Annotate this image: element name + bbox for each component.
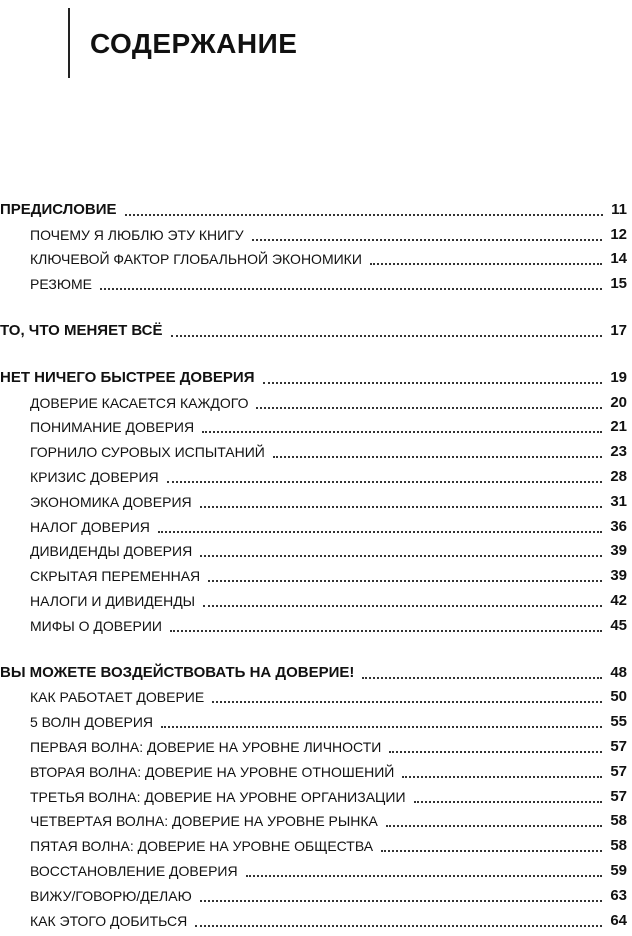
toc-page-number: 58 [610,837,627,855]
toc-page-number: 50 [610,688,627,706]
toc-entry[interactable] [0,808,627,833]
toc-entry-label: ВОССТАНОВЛЕНИЕ ДОВЕРИЯ [30,862,238,879]
leader-dots [170,630,602,632]
leader-dots [381,850,602,852]
toc-entry[interactable] [0,438,627,463]
toc-entry[interactable] [0,221,627,246]
toc-entry-label: ВТОРАЯ ВОЛНА: ДОВЕРИЕ НА УРОВНЕ ОТНОШЕНИЙ [30,763,395,780]
toc-section-entry[interactable] [0,196,627,221]
toc-page-number: 14 [610,250,627,268]
leader-dots [200,900,603,902]
toc-section-label: ВЫ МОЖЕТЕ ВОЗДЕЙСТВОВАТЬ НА ДОВЕРИЕ! [0,663,355,681]
toc-page-number: 15 [610,275,627,293]
toc-entry-label: ПОНИМАНИЕ ДОВЕРИЯ [30,419,195,436]
page-title: СОДЕРЖАНИЕ [90,28,298,59]
leader-dots [125,214,604,216]
toc-entry-label: ТРЕТЬЯ ВОЛНА: ДОВЕРИЕ НА УРОВНЕ ОРГАНИЗАЦИИ [30,788,406,805]
toc-section-entry[interactable] [0,317,627,342]
leader-dots [208,580,602,582]
leader-dots [100,288,602,290]
toc-entry-label: КАК ЭТОГО ДОБИТЬСЯ [30,912,188,929]
toc-page-number: 11 [611,200,627,218]
leader-dots [161,726,602,728]
toc-entry[interactable] [0,513,627,538]
toc-entry[interactable] [0,684,627,709]
leader-dots [200,555,602,557]
toc-page-number: 20 [610,393,627,411]
section-gap [0,342,627,364]
toc-page-number: 57 [610,787,627,805]
toc-entry[interactable] [0,907,627,932]
section-gap [0,295,627,317]
toc-entry[interactable] [0,758,627,783]
toc-entry[interactable] [0,463,627,488]
toc-section-entry[interactable] [0,659,627,684]
leader-dots [252,239,603,241]
toc-entry-label: СКРЫТАЯ ПЕРЕМЕННАЯ [30,568,201,585]
toc-page-number: 31 [610,492,627,510]
leader-dots [414,801,603,803]
toc-entry[interactable] [0,414,627,439]
toc-entry[interactable] [0,857,627,882]
toc-entry[interactable] [0,562,627,587]
toc-section-entry[interactable] [0,364,627,389]
leader-dots [256,407,602,409]
toc-entry-label: ПЕРВАЯ ВОЛНА: ДОВЕРИЕ НА УРОВНЕ ЛИЧНОСТИ [30,738,382,755]
toc-entry-label: ПЯТАЯ ВОЛНА: ДОВЕРИЕ НА УРОВНЕ ОБЩЕСТВА [30,838,374,855]
toc-page-number: 64 [610,911,627,929]
toc-entry[interactable] [0,783,627,808]
toc-entry[interactable] [0,708,627,733]
table-of-contents [0,196,627,932]
toc-page-number: 21 [610,418,627,436]
toc-entry-label: КЛЮЧЕВОЙ ФАКТОР ГЛОБАЛЬНОЙ ЭКОНОМИКИ [30,251,362,268]
leader-dots [167,481,603,483]
toc-section-label: ТО, ЧТО МЕНЯЕТ ВСЁ [0,321,163,339]
toc-page-number: 59 [610,861,627,879]
leader-dots [386,825,602,827]
toc-entry-label: ПОЧЕМУ Я ЛЮБЛЮ ЭТУ КНИГУ [30,226,244,243]
leader-dots [212,701,602,703]
toc-entry-label: РЕЗЮМЕ [30,276,92,293]
toc-page-number: 42 [610,591,627,609]
toc-entry-label: ВИЖУ/ГОВОРЮ/ДЕЛАЮ [30,887,192,904]
toc-entry-label: КАК РАБОТАЕТ ДОВЕРИЕ [30,689,205,706]
toc-entry-label: ДИВИДЕНДЫ ДОВЕРИЯ [30,543,193,560]
toc-page-number: 28 [610,467,627,485]
toc-section-label: НЕТ НИЧЕГО БЫСТРЕЕ ДОВЕРИЯ [0,368,255,386]
toc-page-number: 57 [610,737,627,755]
leader-dots [158,531,602,533]
toc-entry-label: 5 ВОЛН ДОВЕРИЯ [30,714,154,731]
toc-page-number: 48 [610,663,627,681]
toc-page-number: 17 [610,321,627,339]
toc-entry-label: ЧЕТВЕРТАЯ ВОЛНА: ДОВЕРИЕ НА УРОВНЕ РЫНКА [30,813,378,830]
toc-entry[interactable] [0,587,627,612]
section-gap [0,637,627,659]
leader-dots [402,776,602,778]
leader-dots [200,506,603,508]
toc-page-number: 45 [610,616,627,634]
toc-entry[interactable] [0,389,627,414]
toc-page-number: 39 [610,542,627,560]
leader-dots [263,382,603,384]
toc-entry-label: МИФЫ О ДОВЕРИИ [30,617,162,634]
toc-section-label: ПРЕДИСЛОВИЕ [0,200,117,218]
leader-dots [362,677,602,679]
toc-entry[interactable] [0,612,627,637]
toc-page-number: 57 [610,762,627,780]
toc-page-number: 23 [610,443,627,461]
toc-entry-label: ГОРНИЛО СУРОВЫХ ИСПЫТАНИЙ [30,444,265,461]
toc-page-number: 55 [610,713,627,731]
toc-page-number: 63 [610,886,627,904]
toc-page-number: 39 [610,567,627,585]
toc-page-number: 19 [610,368,627,386]
toc-entry-label: НАЛОГИ И ДИВИДЕНДЫ [30,592,196,609]
toc-entry[interactable] [0,882,627,907]
toc-entry[interactable] [0,488,627,513]
leader-dots [246,875,603,877]
leader-dots [389,751,602,753]
leader-dots [273,456,602,458]
toc-page-number: 12 [610,225,627,243]
toc-entry[interactable] [0,270,627,295]
toc-entry[interactable] [0,733,627,758]
toc-entry[interactable] [0,832,627,857]
leader-dots [202,431,602,433]
leader-dots [195,925,602,927]
leader-dots [203,605,602,607]
leader-dots [370,263,602,265]
toc-entry[interactable] [0,538,627,563]
toc-entry-label: ЭКОНОМИКА ДОВЕРИЯ [30,493,192,510]
toc-entry-label: НАЛОГ ДОВЕРИЯ [30,518,150,535]
title-divider [68,8,70,78]
toc-entry-label: ДОВЕРИЕ КАСАЕТСЯ КАЖДОГО [30,394,249,411]
toc-page-number: 36 [610,517,627,535]
toc-entry-label: КРИЗИС ДОВЕРИЯ [30,468,159,485]
toc-page-number: 58 [610,812,627,830]
toc-entry[interactable] [0,246,627,271]
leader-dots [171,335,603,337]
